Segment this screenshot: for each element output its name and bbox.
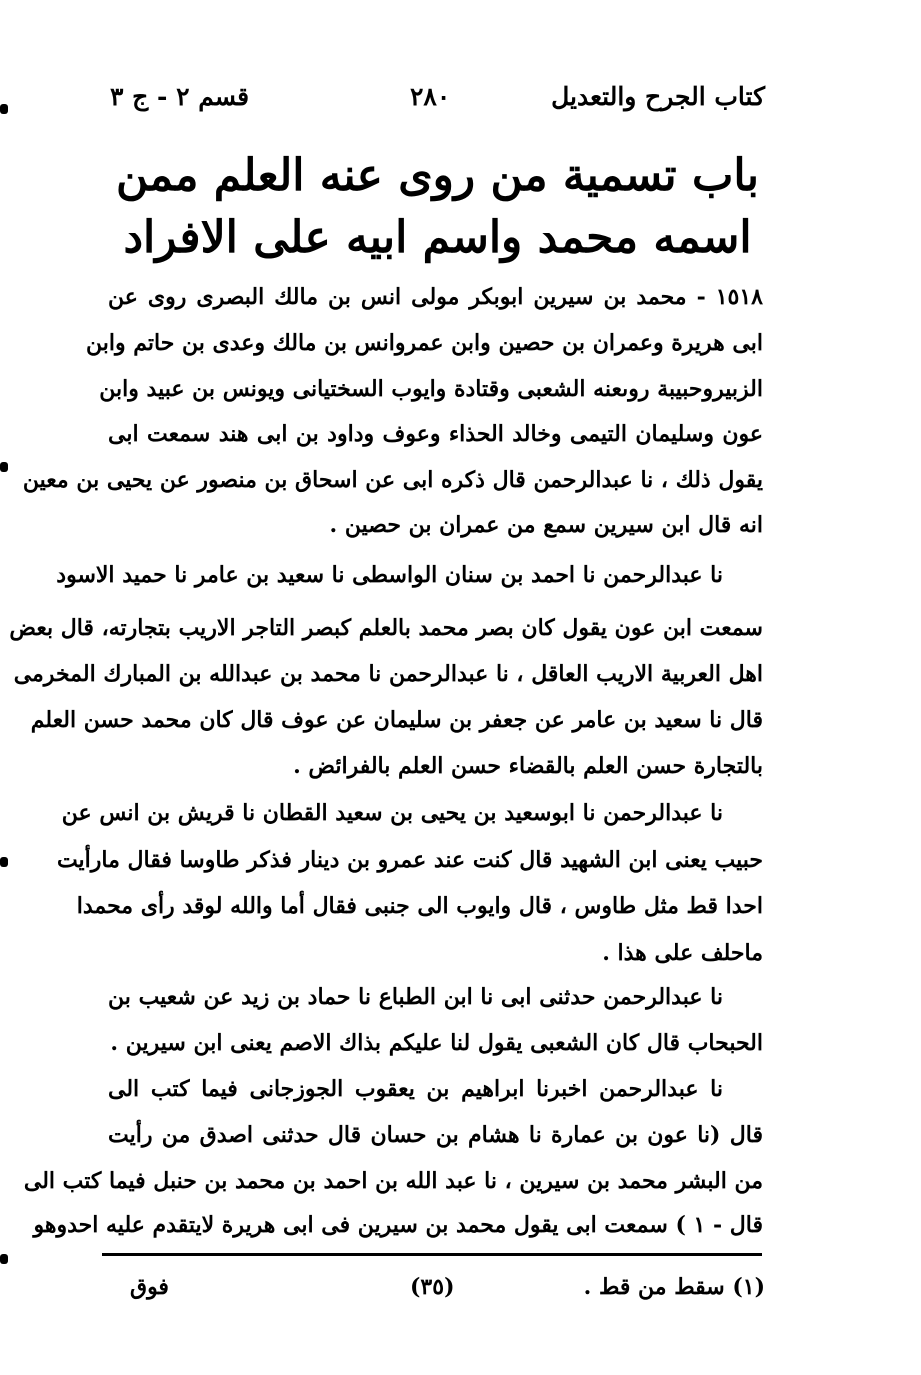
chapter-title-line-1: باب تسمية من روى عنه العلم ممن: [115, 150, 760, 201]
body-line: قال (نا عون بن عمارة نا هشام بن حسان قال حدثنى اصدق من رأيت: [108, 1122, 763, 1148]
body-line: نا عبدالرحمن اخبرنا ابراهيم بن يعقوب الجوزجانى فيما كتب الى: [108, 1076, 723, 1102]
body-line: ماحلف على هذا .: [602, 940, 763, 966]
body-line: ١٥١٨ - محمد بن سيرين ابوبكر مولى انس بن مالك البصرى روى عن: [108, 284, 763, 310]
catchword: فوق: [130, 1274, 169, 1300]
body-line: عون وسليمان التيمى وخالد الحذاء وعوف وداود بن ابى هند سمعت ابى: [108, 421, 763, 447]
body-line: ابى هريرة وعمران بن حصين وابن عمروانس بن مالك وعدى بن حاتم وابن: [86, 330, 763, 356]
book-title: كتاب الجرح والتعديل: [551, 82, 765, 111]
body-line: يقول ذلك ، نا عبدالرحمن قال ذكره ابى عن اسحاق بن منصور عن يحيى بن معين: [22, 467, 763, 493]
body-line: انه قال ابن سيرين سمع من عمران بن حصين .: [329, 512, 763, 538]
footnote: (١) سقط من قط .: [583, 1274, 765, 1300]
margin-mark: [0, 462, 8, 472]
body-line: نا عبدالرحمن نا احمد بن سنان الواسطى نا سعيد بن عامر نا حميد الاسود: [56, 562, 723, 588]
section-label: قسم ٢ - ج ٣: [110, 82, 250, 111]
body-line: قال نا سعيد بن عامر عن جعفر بن سليمان عن عوف قال كان محمد حسن العلم: [30, 707, 763, 733]
chapter-title-line-2: اسمه محمد واسم ابيه على الافراد: [123, 212, 752, 263]
body-line: نا عبدالرحمن حدثنى ابى نا ابن الطباع نا حماد بن زيد عن شعيب بن: [108, 984, 723, 1010]
page-footer: [110, 1274, 765, 1310]
body-line: حبيب يعنى ابن الشهيد قال كنت عند عمرو بن دينار فذكر طاوسا فقال مارأيت: [56, 847, 763, 873]
page-number: ٢٨٠: [410, 82, 451, 111]
body-line: بالتجارة حسن العلم بالقضاء حسن العلم بالفرائض .: [293, 753, 763, 779]
signature-number: (٣٥): [410, 1274, 455, 1300]
margin-mark: [0, 857, 8, 867]
running-header: [110, 82, 765, 122]
body-line: من البشر محمد بن سيرين ، نا عبد الله بن احمد بن محمد بن حنبل فيما كتب الى: [23, 1168, 763, 1194]
body-line: الحبحاب قال كان الشعبى يقول لنا عليكم بذاك الاصم يعنى ابن سيرين .: [110, 1030, 763, 1056]
body-line: سمعت ابن عون يقول كان بصر محمد بالعلم كبصر التاجر الاريب بتجارته، قال بعض: [9, 615, 763, 641]
body-line: اهل العربية الاريب العاقل ، نا عبدالرحمن نا محمد بن عبدالله بن المبارك المخرمى: [13, 661, 763, 687]
margin-mark: [0, 1254, 8, 1264]
margin-mark: [0, 104, 8, 114]
body-line: قال - ١ ) سمعت ابى يقول محمد بن سيرين فى ابى هريرة لايتقدم عليه احدوهو: [33, 1212, 763, 1238]
body-line: احدا قط مثل طاوس ، قال وايوب الى جنبى فقال أما والله لوقد رأى محمدا: [76, 893, 763, 919]
body-line: الزبيروحبيبة روىعنه الشعبى وقتادة وايوب السختيانى ويونس بن عبيد وابن: [99, 376, 763, 402]
footnote-divider: [102, 1253, 762, 1256]
body-line: نا عبدالرحمن نا ابوسعيد بن يحيى بن سعيد القطان نا قريش بن انس عن: [61, 800, 723, 826]
